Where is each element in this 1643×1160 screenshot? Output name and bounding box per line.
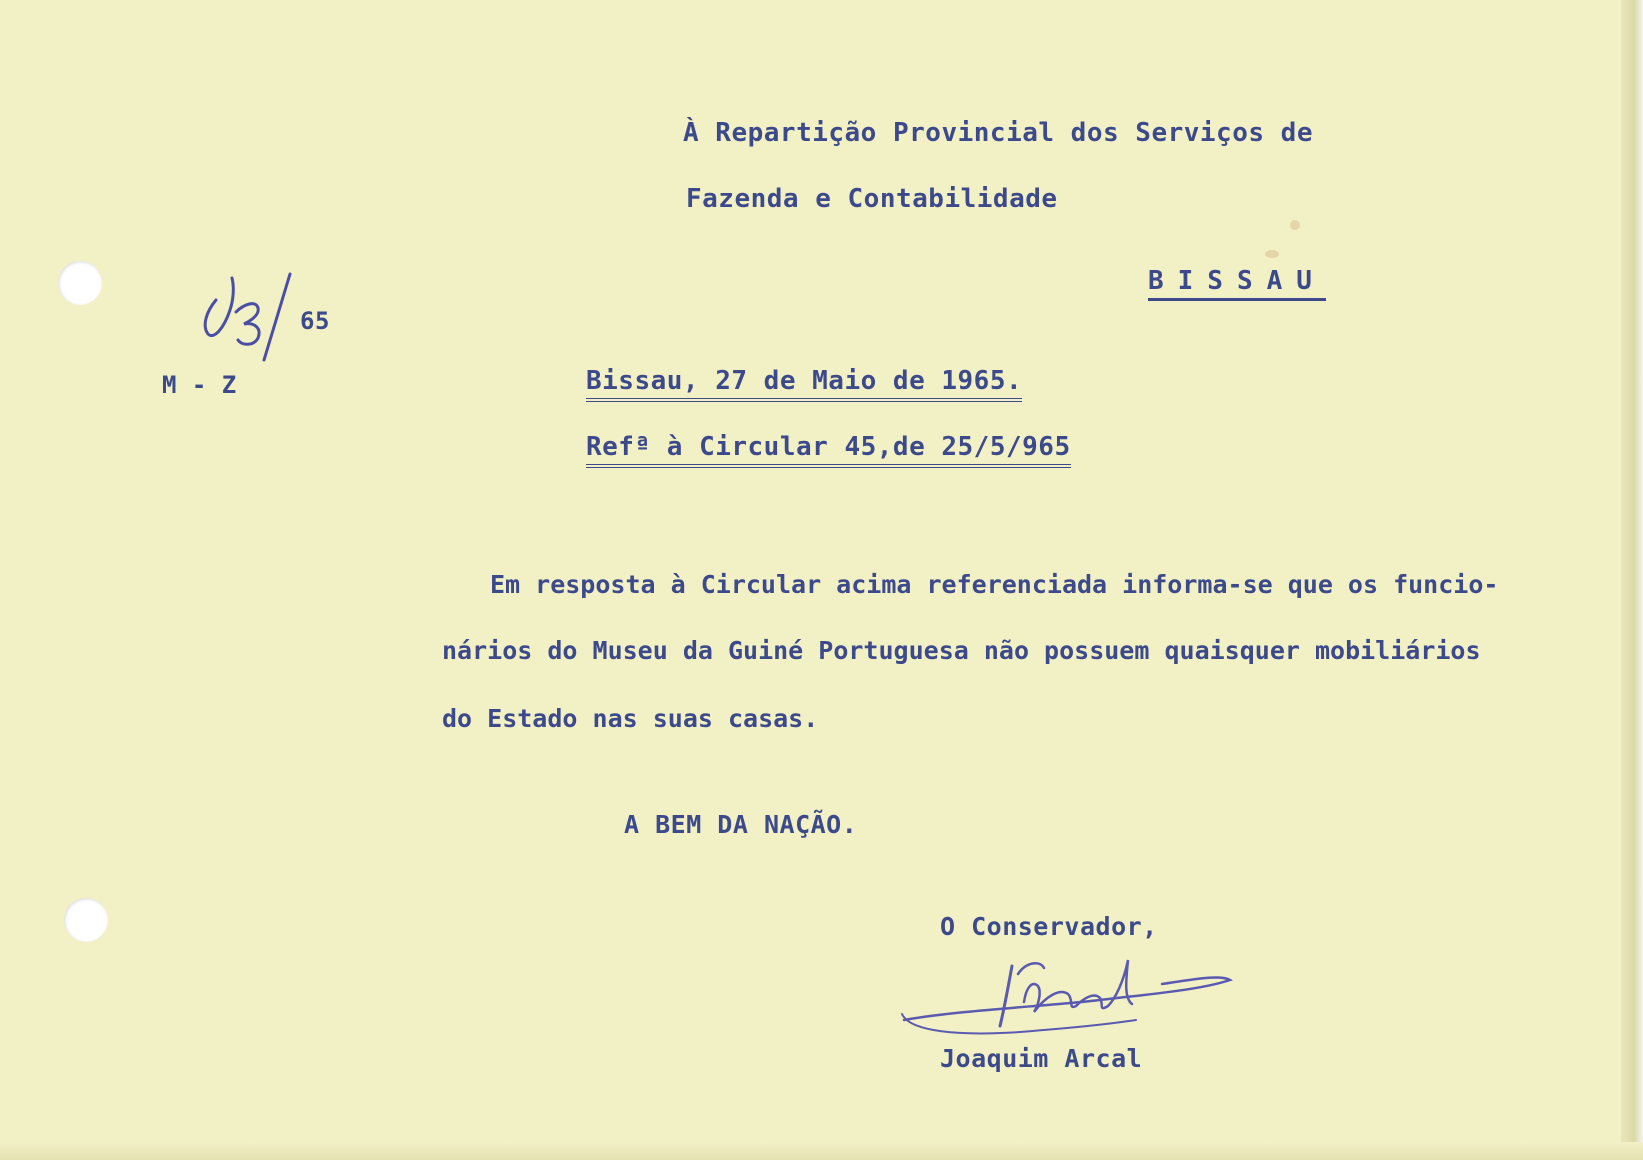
addressee-line-1: À Repartição Provincial dos Serviços de [683,118,1313,148]
stain-mark [1290,220,1300,230]
addressee-city-text: BISSAU [1148,266,1326,301]
body-line-1: Em resposta à Circular acima referenciada informa-se que os funcio- [490,570,1499,599]
addressee-line-2: Fazenda e Contabilidade [686,184,1058,214]
page-bottom-edge [0,1142,1643,1160]
addressee-city [1148,266,1326,296]
signature [900,940,1240,1050]
letter-reference [586,432,1071,462]
signatory-name: Joaquim Arcal [940,1044,1143,1073]
punch-hole-top [58,261,102,305]
closing-salutation: A BEM DA NAÇÃO. [624,810,858,839]
reference-year: 65 [300,307,330,335]
letter-date [586,366,1022,396]
body-line-3: do Estado nas suas casas. [442,704,819,733]
letter-date-text: Bissau, 27 de Maio de 1965. [586,366,1022,402]
signatory-title: O Conservador, [940,912,1158,941]
punch-hole-bottom [64,898,108,942]
handwritten-number-mark [198,256,308,366]
body-line-2: nários do Museu da Guiné Portuguesa não possuem quaisquer mobiliários [442,636,1481,665]
stain-mark [1265,250,1279,258]
page-edge [1621,0,1643,1160]
letter-reference-text: Refª à Circular 45,de 25/5/965 [586,432,1071,468]
reference-code: M - Z [162,371,237,399]
